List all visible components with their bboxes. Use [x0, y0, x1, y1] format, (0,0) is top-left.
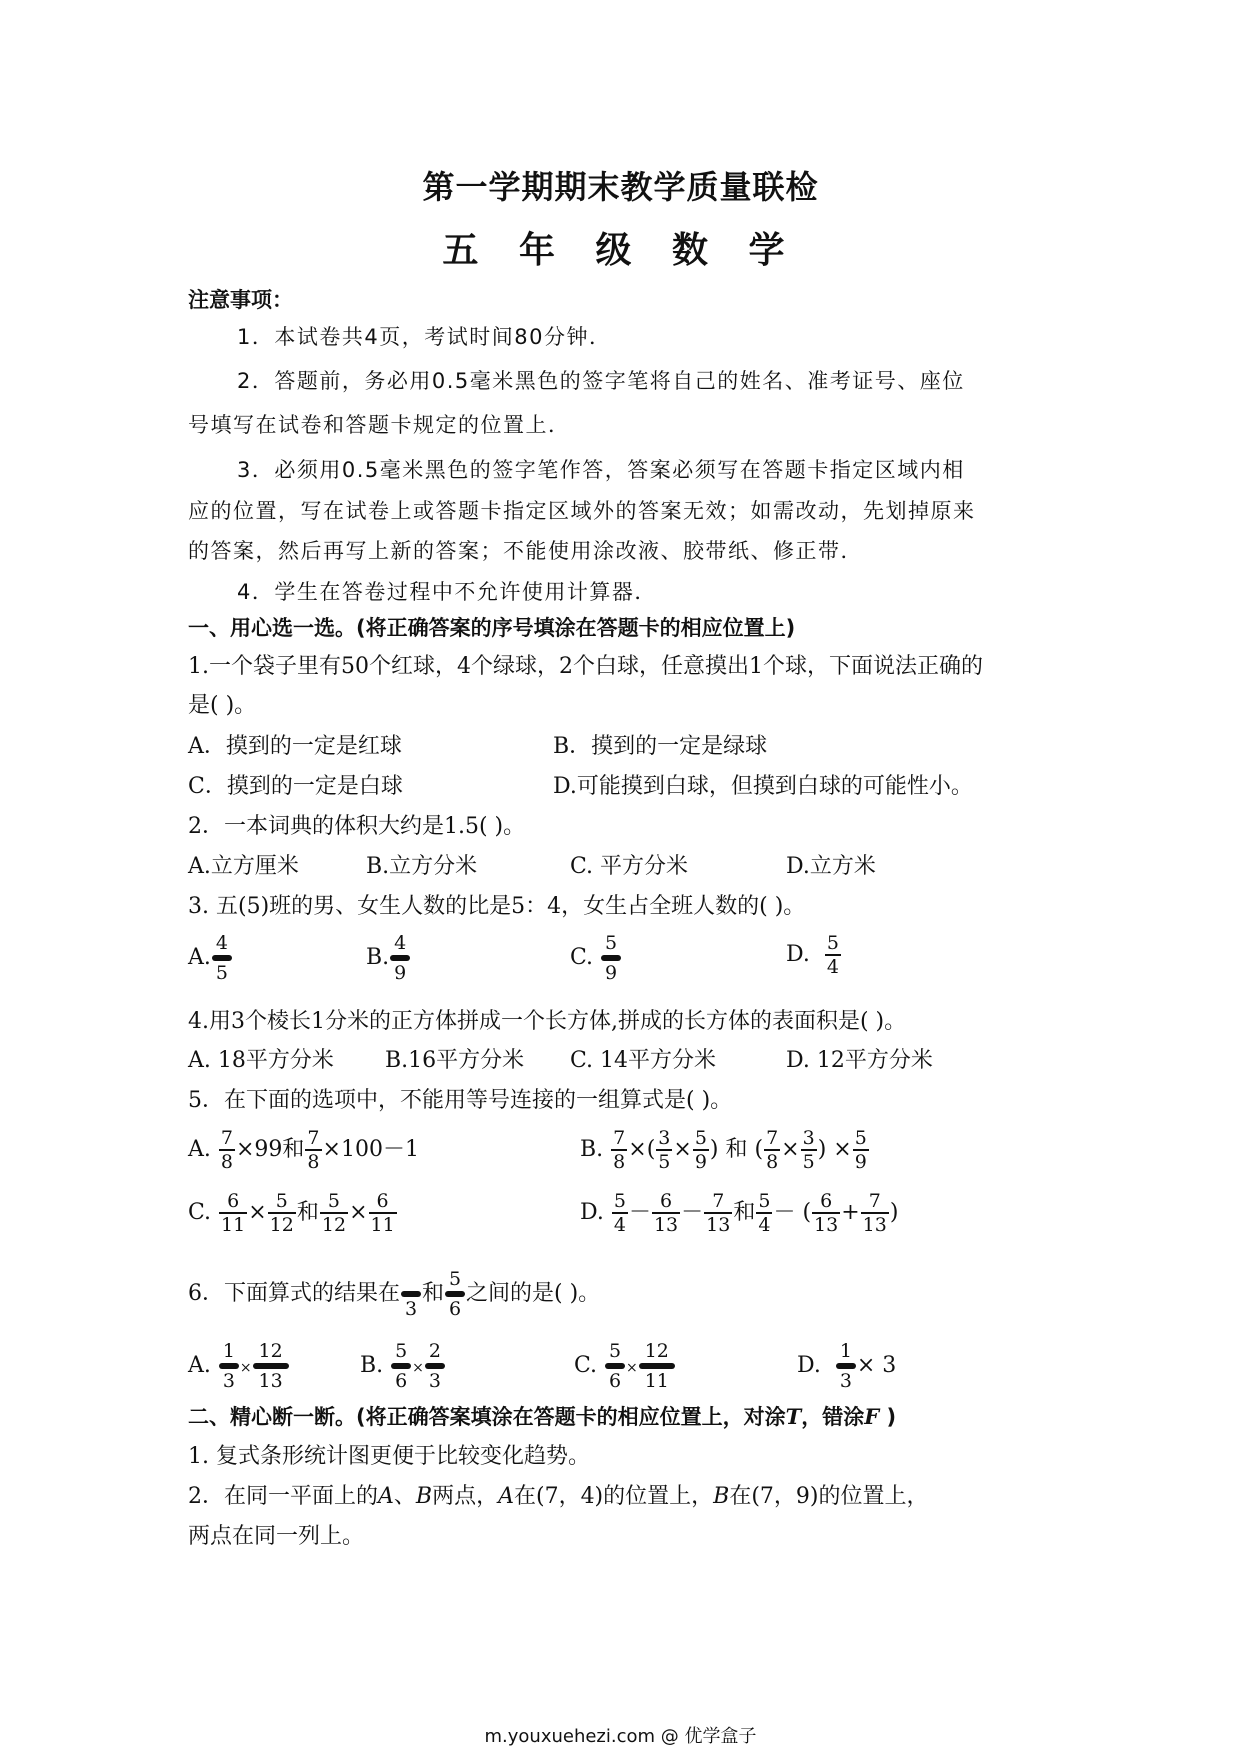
q5-option-a: A. $\frac{7}{8}$ ×99和 $\frac{7}{8}$ ×100－1: [188, 1127, 419, 1173]
q1-option-a: A．摸到的一定是红球: [188, 734, 402, 759]
notice-item-3a: 3．必须用0.5毫米黑色的签字笔作答，答案必须写在答题卡指定区域内相: [237, 458, 965, 482]
section2-q2-line1: 2．在同一平面上的A、B两点，A在(7，4)的位置上，B在(7，9)的位置上，: [188, 1484, 929, 1509]
notice-heading: 注意事项：: [188, 288, 293, 312]
q6-option-a: A. 1 3 × 12 13: [188, 1340, 290, 1392]
notice-item-2b: 号填写在试卷和答题卡规定的位置上．: [188, 413, 571, 437]
q2-stem: 2．一本词典的体积大约是1.5( )。: [188, 814, 526, 839]
section1-heading: 一、用心选一选。(将正确答案的序号填涂在答题卡的相应位置上): [188, 616, 796, 640]
q6-option-b: B. 5 6 × 2 3: [360, 1340, 446, 1392]
q3-option-d: [786, 932, 842, 978]
q3-a-fraction: 4 5: [212, 932, 232, 984]
q3-option-c: [570, 932, 622, 984]
q4-option-b: B.16平方分米: [385, 1048, 525, 1073]
q3-stem: 3. 五(5)班的男、女生人数的比是5：4，女生占全班人数的( )。: [188, 894, 806, 919]
q6-option-d: D. 1 3 × 3: [797, 1340, 897, 1392]
q4-option-a: A. 18平方分米: [188, 1048, 334, 1073]
q2-option-d: D.立方米: [786, 854, 876, 879]
q3-c-fraction: 5 9: [601, 932, 621, 984]
q5-option-c: C. $\frac{6}{11}$ × $\frac{5}{12}$ 和 $\frac{5}{12}$ × $\frac{6}{11}$: [188, 1190, 395, 1236]
notice-item-3b: 应的位置，写在试卷上或答题卡指定区域外的答案无效；如需改动，先划掉原来: [188, 499, 976, 523]
q5-stem: 5．在下面的选项中，不能用等号连接的一组算式是( )。: [188, 1088, 733, 1113]
q2-option-c: C. 平方分米: [570, 854, 689, 879]
q3-d-fraction: $\frac{5}{4}$: [826, 932, 839, 978]
q3-d-label: D.: [786, 942, 810, 967]
q3-option-a: [188, 932, 233, 984]
notice-item-4: 4．学生在答卷过程中不允许使用计算器．: [237, 580, 657, 604]
q3-a-label: A.: [188, 945, 211, 970]
notice-item-3c: 的答案，然后再写上新的答案；不能使用涂改液、胶带纸、修正带．: [188, 539, 863, 563]
q1-option-d: D.可能摸到白球，但摸到白球的可能性小。: [553, 774, 973, 799]
q3-b-fraction: 4 9: [390, 932, 410, 984]
q1-option-b: B．摸到的一定是绿球: [553, 734, 768, 759]
q4-option-c: C. 14平方分米: [570, 1048, 717, 1073]
watermark-footer: m.youxuehezi.com @ 优学盒子: [484, 1726, 757, 1747]
q6-stem: 6．下面算式的结果在 3 和 5 6 之间的是( )。: [188, 1268, 601, 1320]
q4-stem: 4.用3个棱长1分米的正方体拼成一个长方体,拼成的长方体的表面积是( )。: [188, 1009, 907, 1034]
q3-b-label: B.: [366, 945, 390, 970]
q3-option-b: [366, 932, 411, 984]
exam-subtitle: 五 年 级 数 学: [442, 230, 799, 271]
q6-option-c: C. 5 6 × 12 11: [574, 1340, 676, 1392]
q1-stem-line2: 是( )。: [188, 693, 257, 718]
q3-c-label: C.: [570, 945, 594, 970]
q4-option-d: D. 12平方分米: [786, 1048, 933, 1073]
section2-heading: 二、精心断一断。(将正确答案填涂在答题卡的相应位置上，对涂T，错涂F ): [188, 1404, 897, 1429]
q1-option-c: C．摸到的一定是白球: [188, 774, 403, 799]
q2-option-a: A.立方厘米: [188, 854, 299, 879]
q2-option-b: B.立方分米: [366, 854, 478, 879]
notice-item-2a: 2．答题前，务必用0.5毫米黑色的签字笔将自己的姓名、准考证号、座位: [237, 369, 965, 393]
exam-title: 第一学期期末教学质量联检: [422, 168, 819, 206]
q5-option-b: B. $\frac{7}{8}$ ×( $\frac{3}{5}$ × $\frac{5}{9}$ ) 和 ( $\frac{7}{8}$ × $\frac{3}{5}$ ) × $\frac{5}{9}$: [580, 1127, 867, 1173]
notice-item-1: 1．本试卷共4页，考试时间80分钟．: [237, 325, 612, 349]
q1-stem-line1: 1.一个袋子里有50个红球，4个绿球，2个白球，任意摸出1个球，下面说法正确的: [188, 654, 983, 679]
section2-q2-line2: 两点在同一列上。: [188, 1524, 365, 1549]
section2-q1: 1. 复式条形统计图更便于比较变化趋势。: [188, 1444, 590, 1469]
q5-option-d: D. $\frac{5}{4}$ － $\frac{6}{13}$ － $\frac{7}{13}$ 和 $\frac{5}{4}$ － ( $\frac{6}{13}$ + $\frac{7}{13}$ ): [580, 1190, 899, 1236]
